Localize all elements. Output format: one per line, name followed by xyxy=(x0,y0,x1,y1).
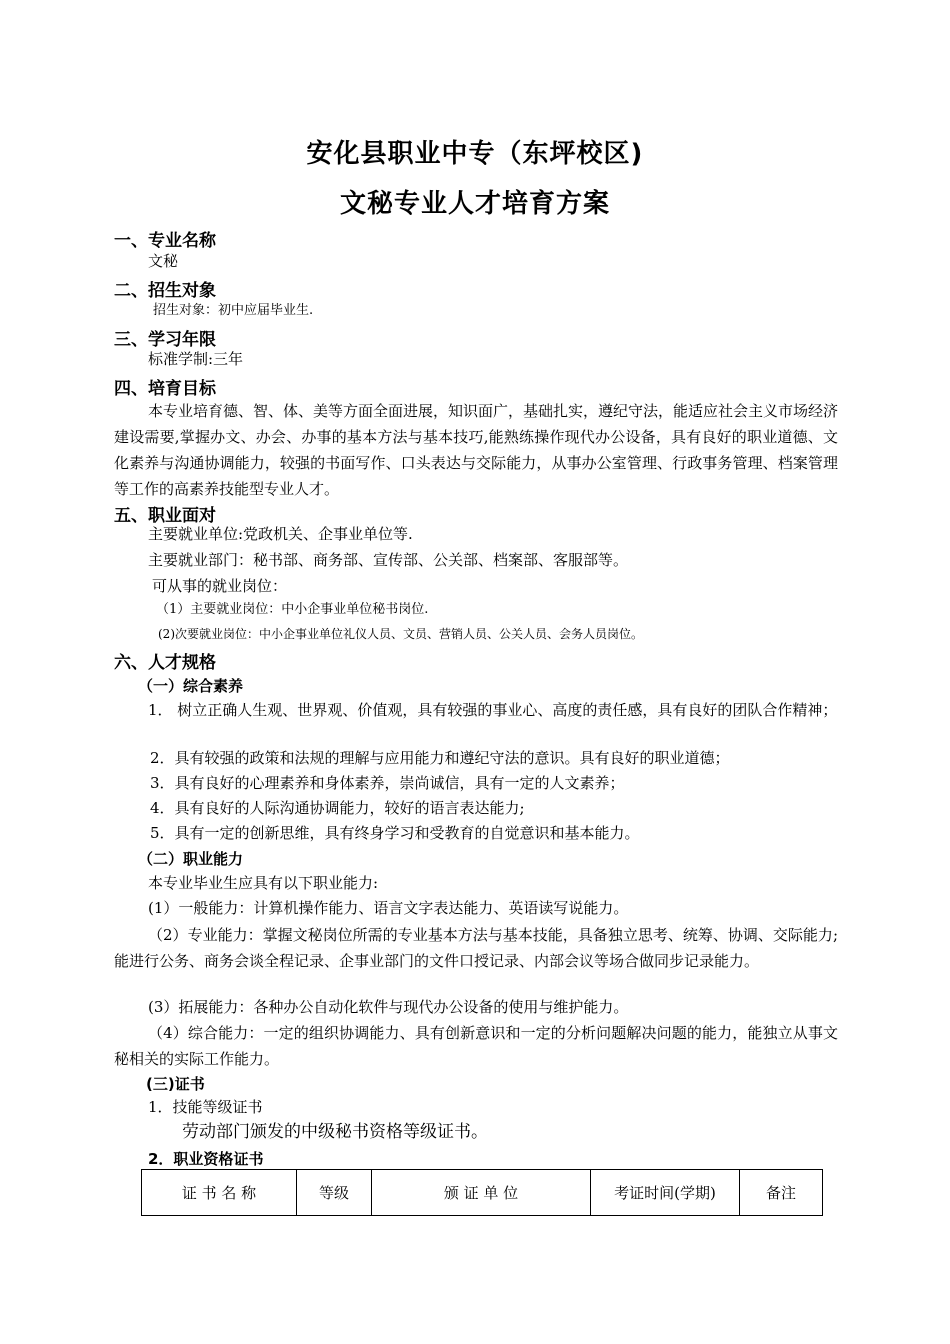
subsection-3-heading: (三)证书 xyxy=(146,1075,205,1093)
certificate-table xyxy=(141,1169,823,1216)
section-5-units: 主要就业单位:党政机关、企事业单位等. xyxy=(148,525,413,543)
section-5-post2: (2)次要就业岗位：中小企事业单位礼仪人员、文员、营销人员、公关人员、会务人员岗位。 xyxy=(158,627,644,641)
section-5-heading: 五、职业面对 xyxy=(114,506,216,526)
quality-item-1: 1． 树立正确人生观、世界观、价值观，具有较强的事业心、高度的责任感，具有良好的团队合作精神； xyxy=(148,701,838,719)
table-header-exam-time: 考证时间(学期) xyxy=(591,1170,740,1216)
section-1-heading: 一、专业名称 xyxy=(114,231,216,251)
quality-item-2: 2．具有较强的政策和法规的理解与应用能力和遵纪守法的意识。具有良好的职业道德； xyxy=(150,749,730,767)
table-header-row xyxy=(142,1170,823,1216)
table-header-level: 等级 xyxy=(297,1170,372,1216)
section-2-text: 招生对象：初中应届毕业生. xyxy=(153,303,314,318)
section-3-text: 标准学制:三年 xyxy=(148,350,244,368)
cert-1-heading: 1．技能等级证书 xyxy=(148,1098,263,1116)
table-header-cert-name: 证 书 名 称 xyxy=(142,1170,297,1216)
ability-item-4: （4）综合能力：一定的组织协调能力、具有创新意识和一定的分析问题解决问题的能力，能独立从事文秘相关的实际工作能力。 xyxy=(114,1024,838,1068)
table-header-issuer: 颁 证 单 位 xyxy=(372,1170,591,1216)
section-6-heading: 六、人才规格 xyxy=(114,653,216,673)
ability-item-3: (3）拓展能力：各种办公自动化软件与现代办公设备的使用与维护能力。 xyxy=(148,998,629,1016)
ability-intro: 本专业毕业生应具有以下职业能力: xyxy=(148,874,379,892)
document-title-line2: 文秘专业人才培育方案 xyxy=(339,189,610,219)
quality-item-4: 4．具有良好的人际沟通协调能力，较好的语言表达能力; xyxy=(150,799,525,817)
quality-item-3: 3．具有良好的心理素养和身体素养，崇尚诚信，具有一定的人文素养； xyxy=(150,774,625,792)
section-1-text: 文秘 xyxy=(148,252,179,270)
table-header-remarks: 备注 xyxy=(740,1170,823,1216)
ability-item-2: （2）专业能力：掌握文秘岗位所需的专业基本方法与基本技能，具备独立思考、统筹、协调、交际能力;能进行公务、商务会谈全程记录、企事业部门的文件口授记录、内部会议等场合做同步记录能力。 xyxy=(114,926,838,970)
section-5-posts-intro: 可从事的就业岗位： xyxy=(152,577,288,595)
subsection-1-heading: （一）综合素养 xyxy=(138,677,244,695)
section-5-post1: （1）主要就业岗位：中小企事业单位秘书岗位. xyxy=(156,602,429,617)
document-title-line1: 安化县职业中专（东坪校区) xyxy=(306,139,644,169)
cert-2-heading: 2．职业资格证书 xyxy=(148,1150,264,1168)
section-4-heading: 四、培育目标 xyxy=(114,379,216,399)
cert-1-text: 劳动部门颁发的中级秘书资格等级证书。 xyxy=(182,1122,488,1142)
section-4-paragraph: 本专业培育德、智、体、美等方面全面进展，知识面广，基础扎实，遵纪守法，能适应社会主义市场经济建设需要,掌握办文、办会、办事的基本方法与基本技巧,能熟练操作现代办公设备，具有良好的职业道德、文化素养与沟通协调能力，较强的书面写作、口头表达与交际能力，从事办公室管理、行政事务管理、档案管理等工作的高素养技能型专业人才。 xyxy=(114,402,839,498)
section-5-depts: 主要就业部门：秘书部、商务部、宣传部、公关部、档案部、客服部等。 xyxy=(148,551,629,569)
ability-item-1: (1）一般能力：计算机操作能力、语言文字表达能力、英语读写说能力。 xyxy=(148,899,629,917)
section-2-heading: 二、招生对象 xyxy=(114,281,216,301)
section-3-heading: 三、学习年限 xyxy=(114,330,216,350)
subsection-2-heading: （二）职业能力 xyxy=(138,850,244,868)
quality-item-5: 5．具有一定的创新思维，具有终身学习和受教育的自觉意识和基本能力。 xyxy=(150,824,640,842)
